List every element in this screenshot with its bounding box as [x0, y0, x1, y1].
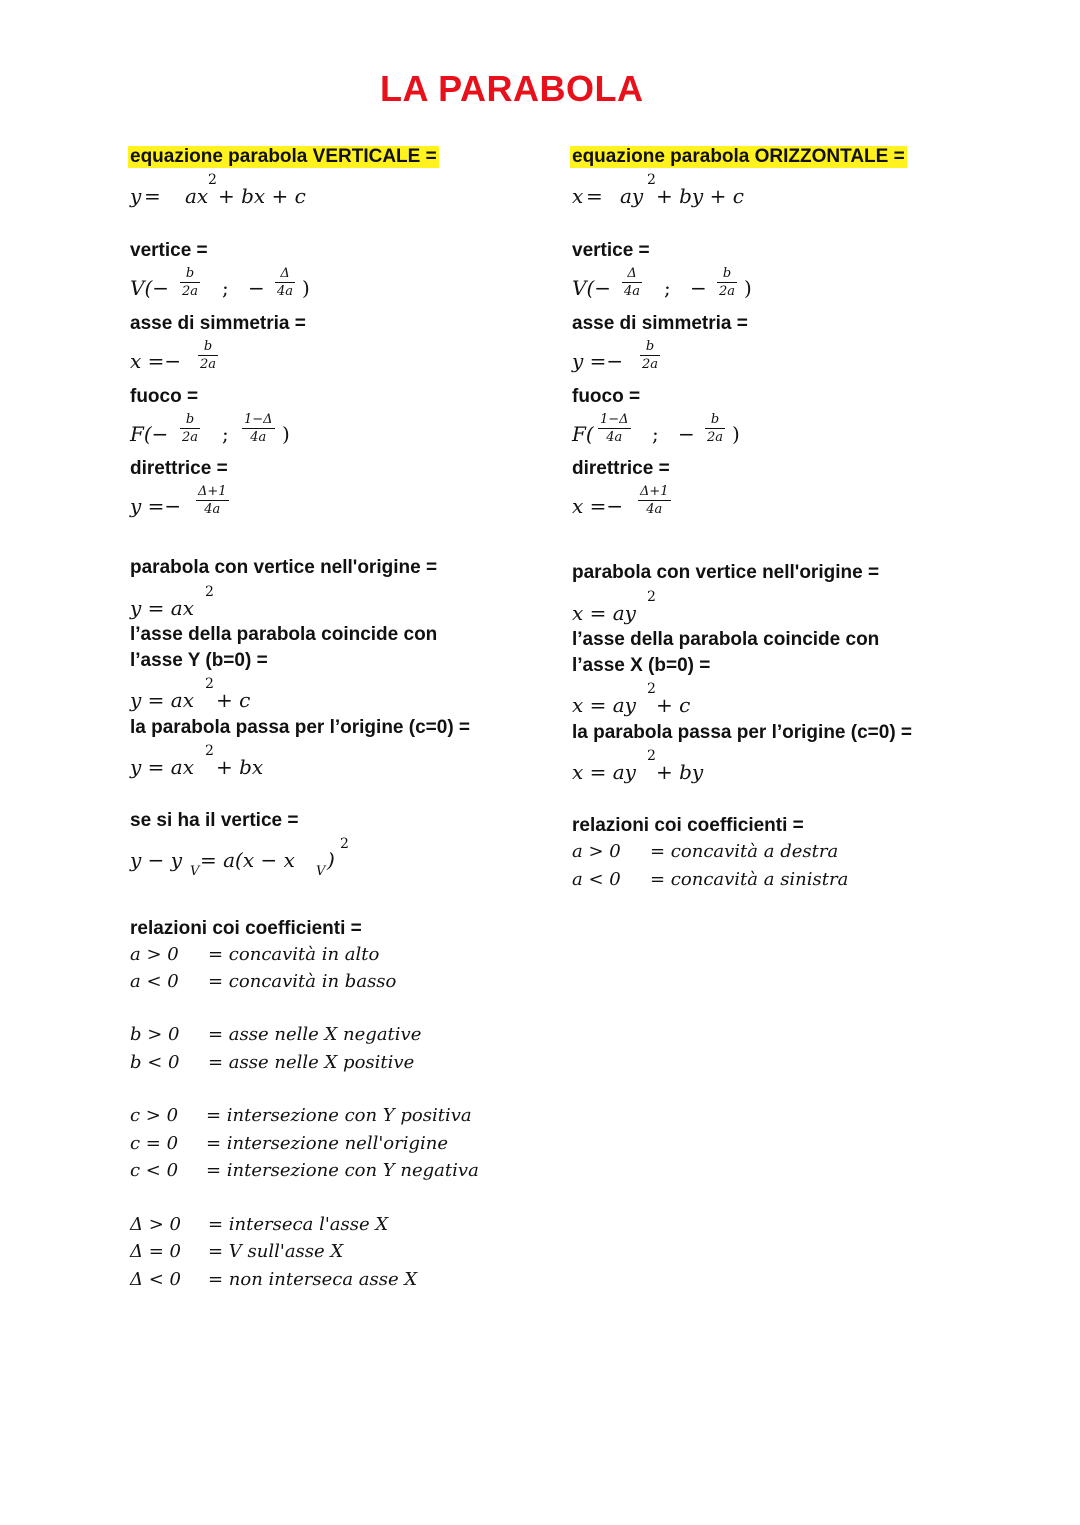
- eq-part: ): [327, 848, 335, 872]
- fraction: Δ 4a: [277, 266, 294, 299]
- relation-condition: a > 0: [572, 841, 621, 862]
- right-b0-eq: [572, 681, 752, 717]
- right-vertice-label: vertice =: [572, 240, 650, 261]
- right-vertice-formula: [572, 266, 792, 310]
- right-fuoco-label: fuoco =: [572, 386, 641, 407]
- fraction: b 2a: [200, 339, 217, 372]
- right-equation: [572, 172, 892, 212]
- eq-exponent: 2: [647, 748, 656, 764]
- eq-subscript: V: [190, 864, 200, 879]
- fraction: b 2a: [642, 339, 659, 372]
- relation-condition: b < 0: [130, 1052, 180, 1073]
- close-paren: ): [302, 276, 310, 300]
- fraction: b 2a: [719, 266, 736, 299]
- focus-name: F(: [572, 422, 594, 446]
- minus-sign: −: [248, 276, 265, 300]
- relation-condition: Δ = 0: [130, 1241, 181, 1262]
- direttrice-lhs: y =−: [130, 494, 182, 518]
- relation-meaning: = V sull'asse X: [208, 1241, 344, 1262]
- eq-exponent: 2: [205, 743, 214, 759]
- eq-main: x = ay: [572, 760, 636, 784]
- focus-name: F(−: [130, 422, 169, 446]
- left-direttrice-formula: [130, 484, 290, 528]
- relation-meaning: = concavità in alto: [208, 944, 380, 965]
- fraction: Δ 4a: [624, 266, 641, 299]
- left-c0-eq: [130, 743, 310, 779]
- close-paren: ): [732, 422, 740, 446]
- eq-part: y − y: [130, 848, 183, 872]
- fraction: b 2a: [707, 412, 724, 445]
- relation-condition: Δ > 0: [130, 1214, 181, 1235]
- left-origine-eq: [130, 584, 250, 620]
- relation-condition: c = 0: [130, 1133, 179, 1154]
- fraction: Δ+1 4a: [640, 484, 669, 517]
- left-vertice-formula: [130, 266, 350, 310]
- eq-term: ax: [185, 184, 209, 208]
- relation-meaning: = intersezione nell'origine: [206, 1133, 449, 1154]
- eq-main: y = ax: [130, 596, 194, 620]
- eq-subscript: V: [316, 864, 326, 879]
- left-relazioni-label: relazioni coi coefficienti =: [130, 918, 362, 939]
- relation-condition: a < 0: [130, 971, 179, 992]
- relation-condition: Δ < 0: [130, 1269, 181, 1290]
- relation-meaning: = asse nelle X positive: [208, 1052, 415, 1073]
- left-heading: equazione parabola VERTICALE =: [130, 146, 437, 167]
- eq-exponent: 2: [647, 589, 656, 605]
- separator: ;: [652, 422, 659, 446]
- eq-main: x = ay: [572, 693, 636, 717]
- separator: ;: [222, 422, 229, 446]
- relation-meaning: = asse nelle X negative: [208, 1024, 422, 1045]
- right-relazioni-label: relazioni coi coefficienti =: [572, 815, 804, 836]
- eq-equals: =: [144, 184, 161, 208]
- right-direttrice-formula: [572, 484, 732, 528]
- close-paren: ): [744, 276, 752, 300]
- page-title: LA PARABOLA: [380, 68, 644, 109]
- eq-part: = a(x − x: [200, 848, 295, 872]
- relation-condition: b > 0: [130, 1024, 180, 1045]
- eq-exponent: 2: [647, 681, 656, 697]
- right-asse-coincide-2: l’asse X (b=0) =: [572, 655, 711, 676]
- right-asse-formula: [572, 339, 712, 383]
- left-vertice-dato-eq: [130, 836, 370, 882]
- minus-sign: −: [678, 422, 695, 446]
- eq-rest: + c: [216, 688, 251, 712]
- right-asse-coincide-1: l’asse della parabola coincide con: [572, 629, 880, 650]
- relation-meaning: = non interseca asse X: [208, 1269, 418, 1290]
- relation-condition: a < 0: [572, 869, 621, 890]
- relation-meaning: = intersezione con Y negativa: [206, 1160, 479, 1181]
- eq-rest: + by + c: [656, 184, 744, 208]
- right-direttrice-label: direttrice =: [572, 458, 670, 479]
- direttrice-lhs: x =−: [572, 494, 624, 518]
- relation-meaning: = concavità in basso: [208, 971, 397, 992]
- left-asse-coincide-2: l’asse Y (b=0) =: [130, 650, 268, 671]
- left-origine-label: parabola con vertice nell'origine =: [130, 557, 438, 578]
- separator: ;: [222, 276, 229, 300]
- eq-exponent: 2: [340, 836, 349, 852]
- separator: ;: [664, 276, 671, 300]
- relation-condition: a > 0: [130, 944, 179, 965]
- asse-lhs: y =−: [572, 349, 624, 373]
- relation-meaning: = intersezione con Y positiva: [206, 1105, 472, 1126]
- eq-lhs: y: [130, 184, 142, 208]
- close-paren: ): [282, 422, 290, 446]
- eq-main: y = ax: [130, 688, 194, 712]
- relation-meaning: = interseca l'asse X: [208, 1214, 389, 1235]
- left-vertice-label: vertice =: [130, 240, 208, 261]
- eq-equals: =: [586, 184, 603, 208]
- left-equation: [130, 172, 450, 212]
- vertex-name: V(−: [572, 276, 612, 300]
- left-vertice-dato-label: se si ha il vertice =: [130, 810, 299, 831]
- relation-meaning: = concavità a destra: [650, 841, 839, 862]
- eq-exponent: 2: [647, 172, 656, 188]
- right-origine-eq: [572, 589, 692, 625]
- left-fuoco-formula: [130, 412, 350, 456]
- eq-rest: + bx: [216, 755, 264, 779]
- left-b0-eq: [130, 676, 310, 712]
- fraction: b 2a: [182, 266, 199, 299]
- left-passa-label: la parabola passa per l’origine (c=0) =: [130, 717, 471, 738]
- left-direttrice-label: direttrice =: [130, 458, 228, 479]
- eq-main: y = ax: [130, 755, 194, 779]
- eq-rest: + c: [656, 693, 691, 717]
- eq-term: ay: [620, 184, 644, 208]
- right-fuoco-formula: [572, 412, 792, 456]
- left-asse-formula: [130, 339, 270, 383]
- relation-meaning: = concavità a sinistra: [650, 869, 849, 890]
- right-origine-label: parabola con vertice nell'origine =: [572, 562, 880, 583]
- left-asse-coincide-1: l’asse della parabola coincide con: [130, 624, 438, 645]
- right-heading: equazione parabola ORIZZONTALE =: [572, 146, 905, 167]
- fraction: b 2a: [182, 412, 199, 445]
- right-passa-label: la parabola passa per l’origine (c=0) =: [572, 722, 913, 743]
- asse-lhs: x =−: [130, 349, 182, 373]
- fraction: 1−Δ 4a: [244, 412, 273, 445]
- minus-sign: −: [690, 276, 707, 300]
- eq-main: x = ay: [572, 601, 636, 625]
- right-c0-eq: [572, 748, 752, 784]
- eq-exponent: 2: [205, 676, 214, 692]
- left-fuoco-label: fuoco =: [130, 386, 199, 407]
- relation-condition: c > 0: [130, 1105, 179, 1126]
- eq-rest: + by: [656, 760, 704, 784]
- eq-exponent: 2: [205, 584, 214, 600]
- fraction: 1−Δ 4a: [600, 412, 629, 445]
- eq-exponent: 2: [208, 172, 217, 188]
- fraction: Δ+1 4a: [198, 484, 227, 517]
- right-asse-label: asse di simmetria =: [572, 313, 748, 334]
- relation-condition: c < 0: [130, 1160, 179, 1181]
- eq-rest: + bx + c: [218, 184, 306, 208]
- vertex-name: V(−: [130, 276, 170, 300]
- eq-lhs: x: [572, 184, 584, 208]
- left-asse-label: asse di simmetria =: [130, 313, 306, 334]
